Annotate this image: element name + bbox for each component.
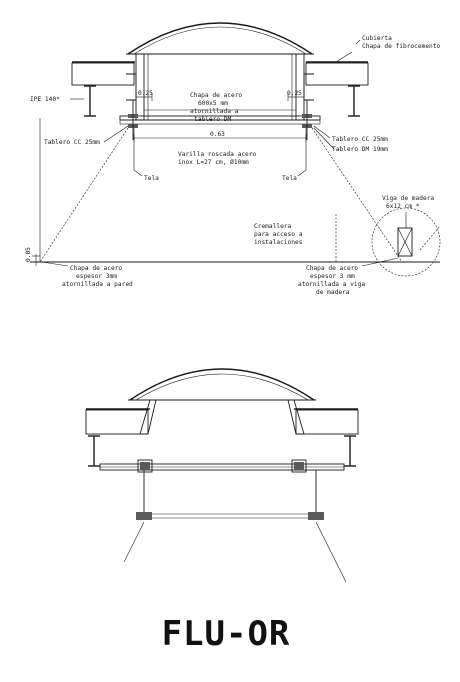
skylight-dome xyxy=(128,23,312,54)
ipe-beam-right xyxy=(348,86,360,116)
skylight-dome-inner xyxy=(134,27,306,54)
roof-beam-left xyxy=(72,63,134,85)
ipe-beam-left xyxy=(84,86,96,116)
label-ipe: IPE 140* xyxy=(30,96,60,103)
label-tablero-cc-left: Tablero CC 25mm xyxy=(44,139,100,146)
label-chapa-acero-3: atornillada a xyxy=(190,108,239,115)
label-cremallera-1: Cremallera xyxy=(254,223,292,230)
label-cremallera-2: para acceso a xyxy=(254,231,303,238)
roof-beam-right xyxy=(306,63,368,85)
label-cubierta: Cubierta xyxy=(362,35,392,42)
lower-dome xyxy=(130,369,314,400)
label-pared-3: atornillada a pared xyxy=(62,281,133,288)
lower-frame-left xyxy=(136,512,152,520)
label-tablero-dm: Tablero DM 19mm xyxy=(332,146,388,153)
bracket-right xyxy=(304,74,314,100)
label-chapa-acero-1: Chapa de acero xyxy=(190,92,243,99)
upstand-left xyxy=(136,54,144,120)
lower-frame-right xyxy=(308,512,324,520)
label-cremallera-3: instalaciones xyxy=(254,239,303,246)
label-varilla-1: Varilla roscada acero xyxy=(178,151,257,158)
label-varilla-2: inox L=27 cm, Ø10mm xyxy=(178,159,249,166)
label-chapa-fibrocemento: Chapa de fibrocemento xyxy=(362,43,441,50)
label-tela-right: Tela xyxy=(282,175,297,182)
label-tela-left: Tela xyxy=(144,175,159,182)
dim-005: 0.05 xyxy=(25,247,32,262)
fabric-left xyxy=(40,128,128,262)
lower-beam-right xyxy=(296,410,358,434)
lower-ipe-right xyxy=(344,436,356,466)
detail-diag xyxy=(420,226,440,250)
label-viga-2: 6x12 cm * xyxy=(386,203,420,210)
drawing-title: FLU-OR xyxy=(161,614,291,654)
label-viga-1: Viga de madera xyxy=(382,195,435,202)
lower-fabric-left xyxy=(124,522,144,562)
dim-025-left: 0.25 xyxy=(138,90,153,97)
label-chapa-acero-4: tablero DM xyxy=(194,116,232,123)
label-vigam-3: atornillada a viga xyxy=(298,281,366,288)
dim-025-right: 0.25 xyxy=(287,90,302,97)
label-chapa-acero-2: 600x5 mm xyxy=(198,100,228,107)
label-vigam-2: espesor 3 mm xyxy=(310,273,355,280)
upstand-right xyxy=(296,54,304,120)
label-vigam-1: Chapa de acero xyxy=(306,265,359,272)
dim-063: 0.63 xyxy=(210,131,225,138)
lower-ipe-left xyxy=(88,436,100,466)
lower-detail xyxy=(86,369,358,582)
bracket-left xyxy=(126,74,136,100)
upper-detail xyxy=(25,23,441,296)
label-vigam-4: de madera xyxy=(316,289,350,296)
label-pared-2: espesor 3mm xyxy=(76,273,117,280)
label-tablero-cc-right: Tablero CC 25mm xyxy=(332,136,388,143)
lower-fabric-right xyxy=(316,522,346,582)
lower-beam-left xyxy=(86,410,148,434)
label-pared-1: Chapa de acero xyxy=(70,265,123,272)
